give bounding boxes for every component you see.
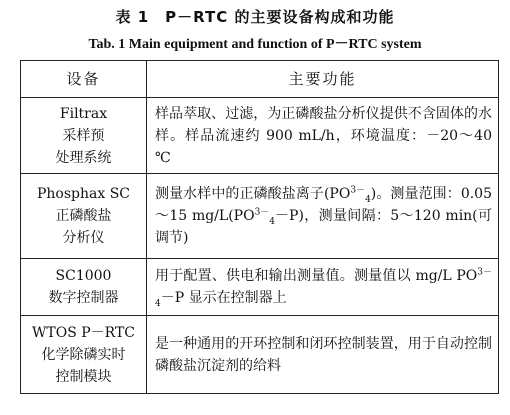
ion-subscript: 4 (155, 298, 161, 309)
function-cell (147, 259, 499, 316)
function-cell (147, 174, 499, 259)
table-row (21, 174, 499, 259)
device-name-line: 分析仪 (62, 230, 105, 246)
device-name-line: 化学除磷实时 (41, 346, 126, 363)
function-text-part: 测量水样中的正磷酸盐离子(PO (155, 186, 351, 202)
device-cell (21, 316, 147, 394)
table-caption-english: Tab. 1 Main equipment and function of P－RTC system (88, 37, 422, 52)
header-main-function: 主要功能 (147, 61, 499, 98)
device-name-line: SC1000 (55, 268, 112, 284)
function-cell (147, 316, 499, 394)
function-text-part: 用于配置、供电和输出测量值。测量值以 mg/L PO (155, 268, 478, 284)
table-row (21, 98, 499, 174)
device-cell (21, 98, 147, 174)
ion-charge-superscript: 3－ (477, 267, 492, 278)
device-name-line: 正磷酸盐 (55, 208, 112, 224)
table-header-row (21, 61, 499, 98)
table-caption-chinese: 表 1 P－RTC 的主要设备构成和功能 (115, 8, 395, 26)
device-name-line: 数字控制器 (48, 290, 119, 306)
equipment-table (20, 60, 499, 394)
table-row (21, 259, 499, 316)
device-name-line: Filtrax (59, 105, 108, 122)
device-cell (21, 259, 147, 316)
device-name-line: Phosphax SC (36, 186, 131, 202)
ion-subscript: 4 (365, 194, 371, 205)
device-name-line: 控制模块 (55, 368, 112, 385)
function-text-part: －P 显示在控制器上 (160, 290, 287, 306)
device-name-line: WTOS P－RTC (31, 324, 135, 341)
function-text-part: )。测量范围：0.05～15 mg/L(PO (155, 186, 492, 224)
function-text: 样品萃取、过滤，为正磷酸盐分析仪提供不含固体的水样。样品流速约 900 mL/h，环境温度：－20～40 ℃ (155, 105, 492, 166)
function-text-part: －P)，测量间隔：5～120 min(可调节) (155, 208, 492, 246)
device-name-line: 处理系统 (55, 149, 112, 166)
ion-charge-superscript: 3－ (254, 207, 270, 218)
ion-subscript: 4 (269, 216, 276, 227)
table-row (21, 316, 499, 394)
function-cell (147, 98, 499, 174)
device-cell (21, 174, 147, 259)
function-text: 是一种通用的开环控制和闭环控制装置，用于自动控制磷酸盐沉淀剂的给料 (155, 335, 492, 374)
device-name-line: 采样预 (62, 127, 105, 144)
ion-charge-superscript: 3－ (350, 185, 366, 196)
header-equipment: 设备 (21, 61, 147, 98)
